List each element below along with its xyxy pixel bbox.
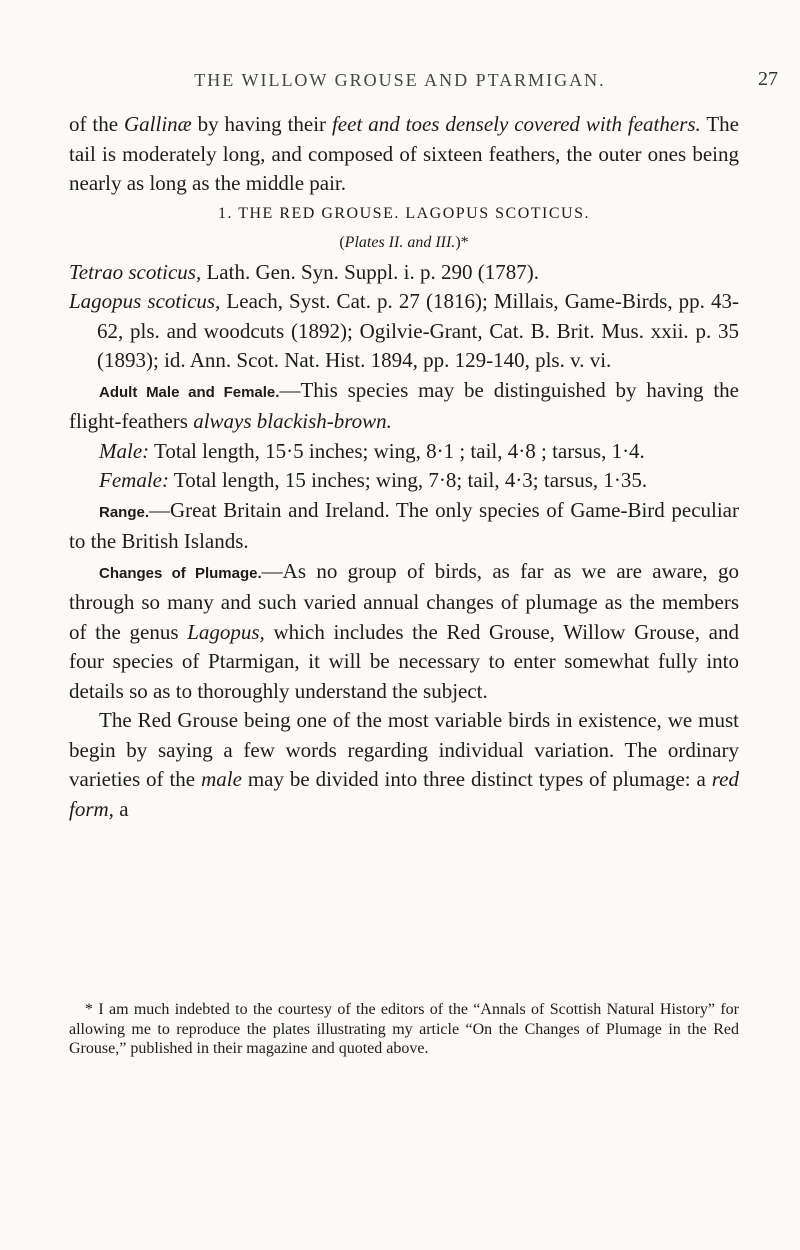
text-run-italic: Tetrao scoticus, [69, 259, 202, 284]
text-run-italic: feet and toes densely covered with feathers. [331, 112, 701, 136]
text-run: The Red Grouse being one of the most variable birds in existence, we must begin by saying a few words regarding individual variation. The ordinary varieties of the [69, 708, 739, 791]
run-in-heading: Adult Male and Female. [99, 383, 280, 401]
text-run: a [113, 796, 129, 821]
paragraph-intro [69, 110, 739, 199]
section-title: 1. THE RED GROUSE. LAGOPUS SCOTICUS. [218, 204, 590, 222]
text-run: Total length, 15·5 inches; wing, 8·1 ; tail, 4·8 ; tarsus, 1·4. [149, 438, 645, 463]
footnote-text: * I am much indebted to the courtesy of the editors of the “Annals of Scottish Natural History” for allowing me to reproduce the plates illustrating my article “On the Changes of Plumage in the Red Grouse,” published in their magazine and quoted above. [69, 1001, 739, 1057]
page-number: 27 [758, 68, 778, 90]
text-run-italic: Male: [99, 438, 150, 463]
paragraph-variation [69, 706, 739, 824]
footnote-mark: * [460, 234, 469, 251]
paragraph-changes [69, 557, 739, 707]
text-run: Total length, 15 inches; wing, 7·8; tail, 4·3; tarsus, 1·35. [168, 468, 648, 492]
text-run: which includes the Red Grouse, Willow Grouse, and four species of Ptarmigan, it will be necessary to enter somewhat fully into details so as to thoroughly understand the subject. [69, 619, 739, 703]
plates-reference: (Plates II. and III.)* [339, 234, 469, 251]
text-run: Leach, Syst. Cat. p. 27 (1816); Millais, Game-Birds, pp. 43-62, pls. and woodcuts (1892); Ogilvie-Grant, Cat. B. Brit. Mus. xxii. p. 35 (1893); id. Ann. Scot. Nat. Hist. 1894, pp. 129-140, pls. v. vi. [97, 289, 739, 372]
synonym-tetrao [69, 258, 739, 288]
text-run: of the [69, 112, 124, 136]
text-run-italic: male [201, 767, 242, 791]
text-run: —Great Britain and Ireland. The only species of Game-Bird peculiar to the British Islands. [69, 497, 739, 553]
run-in-heading: Changes of Plumage. [99, 564, 262, 582]
text-run: may be divided into three distinct types of plumage: a [241, 767, 712, 791]
run-in-heading: Range. [99, 503, 150, 521]
plates-label: Plates II. and III. [344, 234, 456, 251]
running-head: THE WILLOW GROUSE AND PTARMIGAN. [194, 70, 606, 90]
text-run-italic: red form, [69, 767, 739, 821]
page-body [69, 110, 739, 824]
paragraph-range [69, 496, 739, 557]
text-run: by having their [191, 112, 332, 136]
synonym-lagopus [69, 287, 739, 376]
footnote [69, 1000, 739, 1059]
paragraph-male [69, 437, 739, 467]
text-run: —This species may be distinguished by having the flight-feathers [69, 377, 739, 433]
text-run-italic: Lagopus scoticus, [69, 289, 221, 313]
text-run: Lath. Gen. Syn. Suppl. i. p. 290 (1787). [201, 259, 539, 284]
paragraph-female [69, 466, 739, 496]
text-run-italic: Lagopus, [187, 619, 265, 644]
text-run: —As no group of birds, as far as we are aware, go through so many and such varied annual changes of plumage as the members of the genus [69, 558, 739, 644]
text-run-italic: Female: [99, 468, 169, 492]
paragraph-adult [69, 376, 739, 437]
text-run: The tail is moderately long, and composed of sixteen feathers, the outer ones being nearly as long as the middle pair. [69, 112, 739, 195]
text-run-italic: Gallinæ [123, 112, 192, 136]
text-run-italic: always blackish-brown. [193, 409, 392, 433]
